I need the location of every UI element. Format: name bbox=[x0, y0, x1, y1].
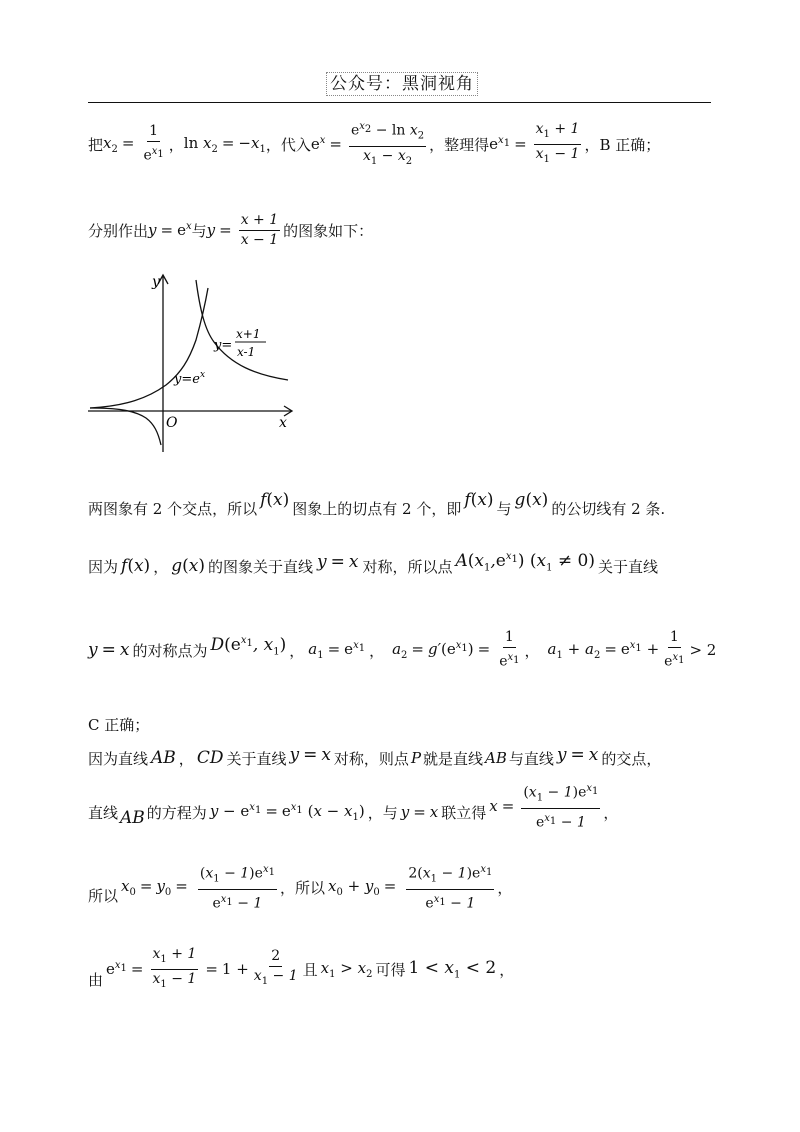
math-fx-2: f(x) bbox=[464, 490, 494, 510]
text-liang: 两图象有 2 个交点，所以 bbox=[88, 499, 258, 518]
text-yu: 与 bbox=[191, 221, 207, 240]
math-y-eq-x-2: y = x bbox=[88, 640, 130, 660]
sep-2: ， bbox=[153, 557, 169, 576]
text-yu-zhixian: 与直线 bbox=[508, 749, 554, 768]
text-de-jiaodian: 的交点， bbox=[601, 749, 662, 768]
sep-9: ， bbox=[497, 878, 513, 897]
curve-hyperbola-left bbox=[90, 408, 161, 445]
line-5 bbox=[88, 628, 716, 672]
frac-sum: $\frac{2(x_1 - 1)e^{x_1}}{e^{x_1} - 1}$ bbox=[406, 860, 494, 913]
math-y-eq-x: y = x bbox=[316, 552, 359, 572]
text-end-comma: ， bbox=[499, 960, 515, 979]
frac-x1p1-over-x1m1-2: $\frac{x_1 + 1}{x_1 - 1}$ bbox=[152, 945, 197, 990]
text-yu-3: 与 bbox=[382, 803, 398, 822]
math-ex-eq: $e^x$ = bbox=[310, 135, 342, 153]
math-ex1-eq: $e^{x_1}$ = bbox=[489, 135, 527, 153]
header-rule bbox=[88, 102, 711, 103]
sep-6: ， bbox=[178, 749, 194, 768]
math-gx-2: g(x) bbox=[171, 556, 205, 576]
math-p: P bbox=[410, 749, 422, 767]
function-graph bbox=[86, 270, 301, 455]
header-title: 公众号：黑洞视角 bbox=[326, 72, 478, 96]
text-gongqie: 的公切线有 2 条. bbox=[551, 499, 666, 518]
sep-8: ， bbox=[603, 803, 619, 822]
text-suoyi-2: ，所以 bbox=[279, 878, 325, 897]
text-ba: 把 bbox=[88, 135, 104, 154]
text-duichen-ze: 对称，则点 bbox=[333, 749, 409, 768]
sep-3: ， bbox=[289, 641, 305, 660]
curve-exp bbox=[90, 288, 208, 408]
graph-label-exp: $y=e^x$ bbox=[174, 370, 206, 387]
line-4 bbox=[88, 548, 658, 584]
math-a1: $a_1 = e^{x_1}$ bbox=[308, 639, 366, 661]
math-fx: f(x) bbox=[260, 490, 290, 510]
text-you: 由 bbox=[88, 970, 104, 989]
graph-origin-label: O bbox=[166, 415, 178, 431]
math-y-eq-x-5: y = x bbox=[400, 803, 439, 821]
text-tuxiangshang: 图象上的切点有 2 个，即 bbox=[292, 499, 462, 518]
line-7 bbox=[88, 744, 661, 772]
math-cd: CD bbox=[196, 748, 224, 768]
text-yinwei: 因为 bbox=[88, 557, 119, 576]
math-point-d: $D(e^{x_1}$, $x_1$) bbox=[210, 634, 287, 658]
frac-x0: $\frac{(x_1 - 1)e^{x_1}}{e^{x_1} - 1}$ bbox=[198, 860, 277, 913]
math-a1-plus-a2: $a_1 + a_2 = e^{x_1}$ + bbox=[547, 639, 660, 661]
line-8 bbox=[88, 783, 619, 834]
graph-y-label: y bbox=[152, 274, 160, 290]
text-b-correct: ，B 正确； bbox=[584, 135, 661, 154]
graph-label-hyp-pre: y= bbox=[214, 338, 233, 353]
text-dairu: ，代入 bbox=[265, 135, 311, 154]
text-qie: 且 bbox=[302, 960, 318, 979]
text-suoyi: 所以 bbox=[88, 886, 119, 905]
text-fenbie: 分别作出 bbox=[88, 221, 149, 240]
text-tuxiang: 的图象如下： bbox=[283, 221, 374, 240]
sep-1: ， bbox=[168, 135, 184, 154]
sep-5: ， bbox=[524, 641, 540, 660]
math-ab: AB bbox=[151, 748, 176, 768]
text-de-fangcheng: 的方程为 bbox=[146, 803, 207, 822]
math-ex1-eq-2: $e^{x_1}$ = bbox=[106, 960, 144, 978]
math-line-ab: $y - e^{x_1} = e^{x_1}$ $(x - x_1)$ bbox=[209, 801, 365, 823]
text-duichendian: 的对称点为 bbox=[132, 641, 208, 660]
line-2 bbox=[88, 208, 373, 252]
text-guanyu-2: 关于直线 bbox=[226, 749, 287, 768]
sep-4: ， bbox=[369, 641, 385, 660]
math-y-eq-x-3: y = x bbox=[289, 745, 331, 765]
frac-2-over-x1m1: $\frac{2}{x_1 - 1}$ bbox=[253, 948, 298, 987]
text-zhixian: 直线 bbox=[88, 803, 119, 822]
math-ab-3: AB bbox=[120, 808, 145, 828]
graph-x-label: x bbox=[279, 415, 287, 431]
line-9 bbox=[88, 862, 512, 912]
sep-7: ， bbox=[367, 803, 383, 822]
text-detuxiang: 的图象关于直线 bbox=[207, 557, 313, 576]
text-c-correct: C 正确； bbox=[88, 715, 150, 734]
math-gx: g(x) bbox=[514, 490, 549, 510]
frac-x-solution: $\frac{(x_1 - 1)e^{x_1}}{e^{x_1} - 1}$ bbox=[521, 779, 600, 832]
math-x-eq: x = bbox=[489, 797, 515, 815]
line-6 bbox=[88, 712, 149, 736]
frac-x1p1-over-x1m1: $\frac{x_1 + 1}{x_1 - 1}$ bbox=[535, 120, 580, 165]
frac-a2: $\frac{1}{e^{x_1}}$ bbox=[499, 629, 520, 670]
math-x1-gt-x2: $x_1 > x_2$ bbox=[320, 958, 373, 980]
math-gt-2: > 2 bbox=[689, 641, 717, 659]
math-y-ex: $y = e^x$ bbox=[148, 221, 192, 239]
line-3 bbox=[88, 488, 665, 528]
math-ab-2: AB bbox=[485, 749, 507, 767]
frac-xp1-over-xm1: $\frac{x + 1}{x - 1}$ bbox=[240, 211, 279, 248]
graph-label-hyp-den: x-1 bbox=[237, 345, 256, 359]
math-range: $1 < x_1 < 2$ bbox=[408, 957, 497, 981]
math-x2-eq: $x_2$ = bbox=[103, 133, 135, 155]
math-point-a: $A(x_1,e^{x_1}) (x_1 \ne 0)$ bbox=[455, 550, 595, 574]
frac-1-over-ex1: $\frac{1}{e^{x_1}}$ bbox=[143, 123, 164, 164]
math-y-eq-x-4: y = x bbox=[556, 745, 599, 765]
text-guanyu: 关于直线 bbox=[598, 557, 659, 576]
text-kede: 可得 bbox=[375, 960, 406, 979]
frac-a-sum: $\frac{1}{e^{x_1}}$ bbox=[664, 629, 685, 670]
text-yinwei-zhixian: 因为直线 bbox=[88, 749, 149, 768]
text-zhengli: ，整理得 bbox=[429, 135, 490, 154]
math-fx-3: f(x) bbox=[121, 556, 151, 576]
math-x0-plus-y0: $x_0 + y_0$ = bbox=[327, 876, 397, 898]
math-eq-1-plus: = 1 + bbox=[205, 960, 249, 978]
math-lnx2: $\ln x_2 = -x_1$ bbox=[183, 133, 266, 155]
text-jiushi: 就是直线 bbox=[423, 749, 484, 768]
math-x0-eq-y0: $x_0 = y_0$ = bbox=[121, 876, 188, 898]
graph-label-hyp-num: x+1 bbox=[236, 327, 261, 341]
frac-substitution: $\frac{e^{x_2} - \ln x_2}{x_1 - x_2}$ bbox=[349, 117, 426, 170]
text-yu-2: 与 bbox=[496, 499, 512, 518]
line-10 bbox=[88, 944, 514, 994]
math-y-eq: y = bbox=[206, 221, 232, 239]
line-1 bbox=[88, 120, 661, 167]
math-a2: $a_2 = g'(e^{x_1})$ = bbox=[392, 639, 491, 661]
text-duichen: 对称，所以点 bbox=[362, 557, 453, 576]
text-lianli: 联立得 bbox=[441, 803, 487, 822]
